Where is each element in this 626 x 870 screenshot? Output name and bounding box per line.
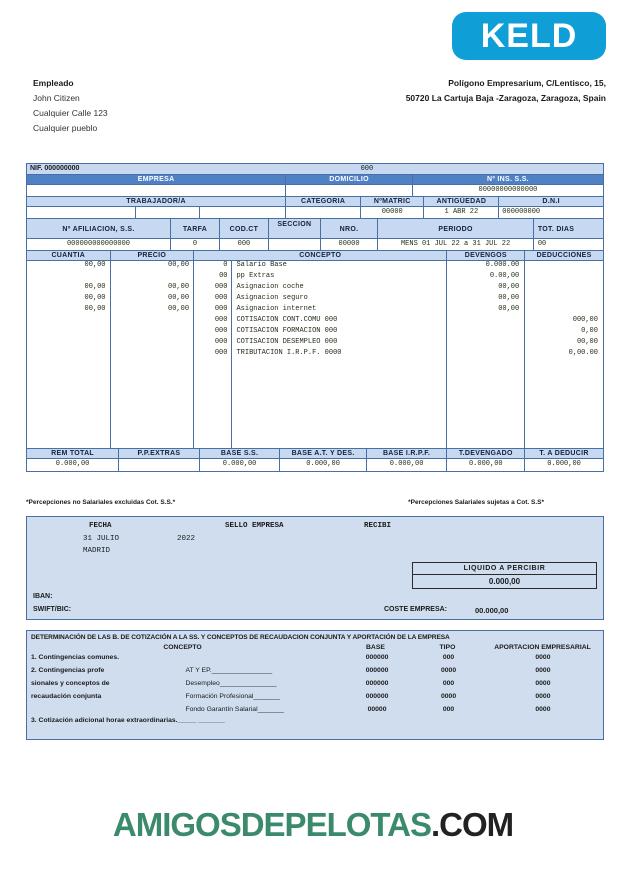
value-categoria (286, 207, 361, 218)
value-nro: 00000 (321, 239, 379, 250)
keld-logo-text: KELD (480, 16, 578, 55)
concept-header-row (27, 251, 603, 261)
det-row-sublabel: Fondo Garantín Salarial_______ (185, 706, 285, 713)
determination-last-line: 3. Cotización adicional horae extraordinarias._____ _______ (31, 717, 225, 724)
determination-row (27, 651, 603, 664)
concept-precio (111, 426, 195, 437)
concept-devengos (447, 426, 525, 437)
concept-name: TRIBUTACION I.R.P.F. 0000 (231, 349, 447, 360)
det-row-label: sionales y conceptos de (31, 680, 110, 687)
totals-header-cell: BASE I.R.P.F. (367, 449, 448, 458)
determination-row (27, 690, 603, 703)
afiliacion-value-row (27, 239, 603, 251)
concept-code: 000 (214, 294, 228, 302)
value-empresa (27, 185, 286, 196)
concept-precio (111, 404, 195, 415)
concept-code (194, 437, 231, 448)
concept-deducciones (525, 360, 603, 371)
concept-code: 000 (214, 338, 228, 346)
concept-code: 000 (214, 283, 228, 291)
concept-cuantia (27, 327, 111, 338)
concept-deducciones (525, 404, 603, 415)
concept-name (231, 404, 447, 415)
concept-precio (111, 272, 195, 283)
concept-name (231, 415, 447, 426)
totals-header-cell: T.DEVENGADO (447, 449, 525, 458)
concept-cuantia (27, 404, 111, 415)
concept-cuantia (27, 338, 111, 349)
concept-code: 000 (214, 305, 228, 313)
concept-code (194, 360, 231, 371)
header-cuantia: CUANTIA (27, 251, 111, 260)
concept-devengos (447, 349, 525, 360)
concept-deducciones: 0,00.00 (568, 349, 598, 357)
totals-value-cell: 0.000,00 (367, 459, 448, 471)
header-dni: D.N.I (499, 197, 603, 206)
concept-devengos (447, 338, 525, 349)
concept-cuantia (27, 437, 111, 448)
liquido-label: LIQUIDO A PERCIBIR (413, 563, 596, 575)
concept-name: Asignacion coche (231, 283, 447, 294)
concept-devengos (447, 437, 525, 448)
concept-devengos: 0.00,00 (447, 272, 525, 283)
concept-devengos (447, 404, 525, 415)
concept-code (194, 393, 231, 404)
concept-name: COTISACION CONT.COMU 000 (231, 316, 447, 327)
concept-code: 00 (219, 272, 228, 280)
det-row-base: 000000 (365, 680, 389, 687)
concept-deducciones (525, 415, 603, 426)
employee-block (33, 76, 108, 136)
concept-row (27, 404, 603, 415)
coste-empresa-value: 00.000,00 (475, 606, 509, 615)
concept-name (231, 382, 447, 393)
concept-devengos (447, 415, 525, 426)
concept-cuantia (27, 371, 111, 382)
totals-value-cell (119, 459, 200, 471)
keld-logo (452, 12, 606, 60)
concept-deducciones: 000,00 (572, 316, 598, 324)
concept-devengos: 00,00 (447, 294, 525, 305)
value-domicilio (286, 185, 413, 196)
concept-deducciones (525, 382, 603, 393)
totals-value-cell: 0.000,00 (525, 459, 603, 471)
concept-precio: 00,00 (111, 294, 195, 305)
concept-devengos (447, 316, 525, 327)
concept-deducciones (525, 437, 603, 448)
concept-devengos (447, 327, 525, 338)
concept-row (27, 338, 603, 349)
value-num-matric: 00000 (361, 207, 424, 218)
concept-deducciones (525, 294, 603, 305)
value-cod-ct: 000 (220, 239, 269, 250)
concept-name (231, 371, 447, 382)
concept-name (231, 360, 447, 371)
concept-code (194, 371, 231, 382)
concept-row (27, 415, 603, 426)
totals-value-cell: 0.000,00 (200, 459, 281, 471)
concept-row (27, 437, 603, 448)
concept-row (27, 316, 603, 327)
concept-name: COTISACION FORMACION 000 (231, 327, 447, 338)
totals-value-row (27, 459, 603, 471)
concept-code (194, 426, 231, 437)
totals-value-cell: 0.000,00 (280, 459, 366, 471)
det-row-aportacion: 0000 (535, 667, 551, 674)
determination-row (27, 677, 603, 690)
concept-code (194, 404, 231, 415)
header-cod-ct: COD.CT (220, 219, 269, 238)
concept-precio: 00,00 (111, 305, 195, 316)
concept-name: COTISACION DESEMPLEO 000 (231, 338, 447, 349)
company-address-line2: 50720 La Cartuja Baja -Zaragoza, Zaragoza, Spain (405, 93, 606, 103)
concept-row (27, 305, 603, 316)
header-precio: PRECIO (111, 251, 195, 260)
value-trabajador-b (136, 207, 199, 218)
concept-name: Salario Base (231, 261, 447, 272)
watermark-tld-text: .COM (430, 806, 514, 843)
iban-label: IBAN: (33, 593, 53, 600)
trabajador-header-row (27, 197, 603, 207)
trabajador-value-row (27, 207, 603, 219)
totals-header-cell: BASE A.T. Y DES. (280, 449, 366, 458)
concept-deducciones (525, 426, 603, 437)
concept-name: Asignacion internet (231, 305, 447, 316)
concept-row (27, 272, 603, 283)
header-devengos: DEVENGOS (447, 251, 525, 260)
totals-value-cell: 0.000,00 (447, 459, 525, 471)
det-row-tipo: 0000 (440, 667, 457, 674)
empresa-value-row (27, 185, 603, 197)
determination-header-row (27, 641, 603, 651)
concept-cuantia: 00,00 (27, 305, 111, 316)
value-tot-dias: 00 (534, 239, 603, 250)
header-num-matric: NºMATRIC (361, 197, 424, 206)
concept-precio (111, 338, 195, 349)
concept-code (194, 415, 231, 426)
concept-row (27, 393, 603, 404)
swift-bic-label: SWIFT/BIC: (33, 606, 72, 613)
concept-precio (111, 316, 195, 327)
det-row-aportacion: 0000 (535, 680, 551, 687)
sello-empresa-label: SELLO EMPRESA (225, 522, 284, 530)
det-row-sublabel: Desempleo_______________ (185, 680, 277, 687)
header-antiguedad: ANTIGÜEDAD (424, 197, 499, 206)
det-row-base: 000000 (365, 693, 389, 700)
concept-cuantia: 00,00 (27, 294, 111, 305)
value-trabajador-a (27, 207, 136, 218)
det-row-aportacion: 0000 (535, 654, 551, 661)
concept-code: 0 (223, 261, 228, 269)
employee-name: John Citizen (33, 93, 80, 103)
concept-row (27, 371, 603, 382)
concept-cuantia (27, 316, 111, 327)
header-empresa: EMPRESA (27, 175, 286, 184)
det-row-label: recaudación conjunta (31, 693, 102, 700)
concept-precio (111, 393, 195, 404)
det-row-base: 000000 (365, 654, 389, 661)
header-nro: NRO. (321, 219, 379, 238)
det-row-base: 000000 (365, 667, 389, 674)
nif-code: 000 (360, 165, 374, 173)
sign-city: MADRID (83, 547, 111, 555)
concept-name: Asignacion seguro (231, 294, 447, 305)
concept-deducciones (525, 305, 603, 316)
header-periodo: PERIODO (378, 219, 534, 238)
nif-strip (27, 164, 603, 175)
concept-devengos (447, 360, 525, 371)
concept-devengos (447, 382, 525, 393)
concept-deducciones (525, 393, 603, 404)
determination-row (27, 664, 603, 677)
value-tarifa: 0 (171, 239, 220, 250)
concept-precio (111, 437, 195, 448)
concept-precio (111, 371, 195, 382)
concept-cuantia (27, 382, 111, 393)
concept-row (27, 261, 603, 272)
determination-rows-container (27, 651, 603, 716)
concept-cuantia (27, 272, 111, 283)
value-num-ins-ss: 00000000000000 (413, 185, 603, 196)
concept-cuantia: 00,00 (27, 283, 111, 294)
concept-deducciones (525, 272, 603, 283)
concept-code: 000 (214, 327, 228, 335)
concept-precio: 00,00 (111, 261, 195, 272)
concept-cuantia (27, 360, 111, 371)
determination-row (27, 703, 603, 716)
concept-precio (111, 382, 195, 393)
footnotes (26, 499, 604, 506)
value-trabajador-c (200, 207, 286, 218)
footnote-left: *Percepciones no Salariales excluidas Cot. S.S.* (26, 499, 176, 506)
det-row-aportacion: 0000 (535, 693, 551, 700)
concept-name (231, 426, 447, 437)
concept-cuantia (27, 415, 111, 426)
det-row-tipo: 000 (442, 680, 455, 687)
concept-name (231, 437, 447, 448)
concept-code: 000 (214, 349, 228, 357)
concept-deducciones (525, 283, 603, 294)
concept-precio (111, 327, 195, 338)
concept-precio (111, 415, 195, 426)
determination-title: DETERMINACIÓN DE LAS B. DE COTIZACIÓN A LA SS. Y CONCEPTOS DE RECAUDACION CONJUNTA Y APORTACIÓN DE LA EMPRESA (31, 634, 450, 641)
afiliacion-header-row (27, 219, 603, 239)
determination-block (26, 630, 604, 740)
totals-header-cell: REM TOTAL (27, 449, 119, 458)
totals-header-cell: T. A DEDUCIR (525, 449, 603, 458)
concept-code: 000 (214, 316, 228, 324)
det-row-base: 00000 (367, 706, 387, 713)
sign-date: 31 JULIO (83, 535, 120, 543)
concept-name (231, 393, 447, 404)
watermark-main-text: AMIGOSDEPELOTAS (112, 806, 431, 843)
det-row-tipo: 000 (442, 706, 455, 713)
header-num-afiliacion: Nº AFILIACION, S.S. (27, 219, 171, 238)
det-row-sublabel: AT Y EP.________________ (185, 667, 273, 674)
concept-devengos (447, 371, 525, 382)
header-tot-dias: TOT. DIAS (534, 219, 603, 238)
value-seccion (269, 239, 321, 250)
concept-devengos: 0.000.00 (447, 261, 525, 272)
liquido-value: 0.000,00 (413, 575, 596, 588)
recibi-label: RECIBI (364, 522, 392, 530)
concept-deducciones: 00,00 (576, 338, 598, 346)
header-categoria: CATEGORIA (286, 197, 361, 206)
concept-row (27, 327, 603, 338)
totals-header-cell: BASE S.S. (200, 449, 281, 458)
employee-label: Empleado (33, 78, 74, 88)
employee-address-line1: Cualquier Calle 123 (33, 108, 108, 118)
concept-cuantia: 00,00 (27, 261, 111, 272)
det-row-tipo: 0000 (440, 693, 457, 700)
det-header-tipo: TIPO (439, 644, 456, 651)
concept-devengos: 00,00 (447, 305, 525, 316)
det-header-concepto: CONCEPTO (163, 644, 202, 651)
concept-name: pp Extras (231, 272, 447, 283)
concept-row (27, 360, 603, 371)
concept-deducciones (525, 371, 603, 382)
concept-devengos (447, 393, 525, 404)
det-row-sublabel: Formación Profesional_______ (185, 693, 280, 700)
concept-cuantia (27, 393, 111, 404)
totals-value-cell: 0.000,00 (27, 459, 119, 471)
det-row-label: 1. Contingencias comunes. (31, 654, 120, 661)
header-tarifa: TARFA (171, 219, 220, 238)
header-num-ins-ss: Nº INS. S.S. (413, 175, 603, 184)
value-num-afiliacion: 000000000000000 (27, 239, 171, 250)
payslip-table (26, 163, 604, 472)
concept-row (27, 294, 603, 305)
value-periodo: MENS 01 JUL 22 a 31 JUL 22 (378, 239, 534, 250)
det-row-tipo: 000 (442, 654, 455, 661)
empresa-header-row (27, 175, 603, 185)
liquido-a-percibir-box (412, 562, 597, 589)
concept-row (27, 283, 603, 294)
header-trabajador: TRABAJADOR/A (27, 197, 286, 206)
header-deducciones: DEDUCCIONES (525, 251, 603, 260)
header-concepto: CONCEPTO (194, 251, 447, 260)
totals-header-cell: P.P.EXTRAS (119, 449, 200, 458)
det-row-aportacion: 0000 (535, 706, 551, 713)
concept-precio (111, 360, 195, 371)
concept-deducciones (525, 261, 603, 272)
det-header-aportacion: APORTACION EMPRESARIAL (494, 644, 591, 651)
footnote-right: *Percepciones Salariales sujetas a Cot. S.S* (408, 499, 544, 506)
concept-deducciones: 0,00 (581, 327, 598, 335)
concept-row (27, 426, 603, 437)
concept-row (27, 382, 603, 393)
employee-address-line2: Cualquier pueblo (33, 123, 98, 133)
concept-cuantia (27, 426, 111, 437)
fecha-label: FECHA (89, 522, 112, 530)
coste-empresa-label: COSTE EMPRESA: (384, 606, 448, 613)
det-row-label: 2. Contingencias profe (31, 667, 105, 674)
concept-cuantia (27, 349, 111, 360)
value-dni: 000000000 (499, 207, 603, 218)
totals-header-row (27, 449, 603, 459)
header-seccion: SECCION (269, 219, 321, 238)
nif-label: NIF. 000000000 (30, 165, 80, 172)
company-address (406, 76, 606, 106)
amigosdepelotas-watermark (0, 806, 626, 844)
concept-precio: 00,00 (111, 283, 195, 294)
det-header-base: BASE (366, 644, 385, 651)
value-antiguedad: 1 ABR 22 (424, 207, 499, 218)
concept-precio (111, 349, 195, 360)
concept-devengos: 00,00 (447, 283, 525, 294)
header-domicilio: DOMICILIO (286, 175, 413, 184)
concept-rows-container (27, 261, 603, 449)
concept-code (194, 382, 231, 393)
signature-block (26, 516, 604, 620)
sign-year: 2022 (177, 535, 196, 543)
company-address-line1: Polígono Empresarium, C/Lentisco, 15, (448, 78, 606, 88)
concept-row (27, 349, 603, 360)
